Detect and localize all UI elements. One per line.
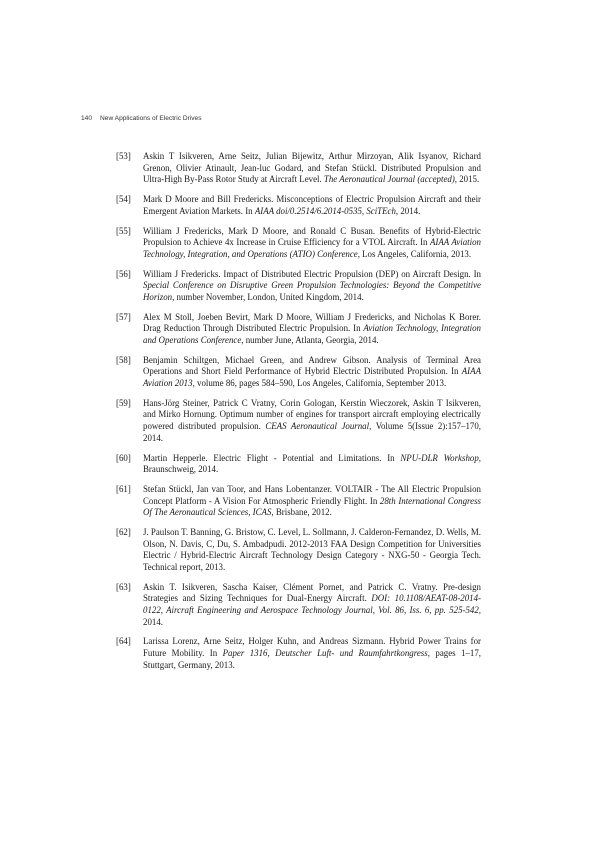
reference-item <box>117 312 481 347</box>
reference-venue: AIAA doi/0.2514/6.2014-0535, SciTEch <box>254 205 396 216</box>
reference-text-segment: Askin T. Isikveren, Sascha Kaiser, Clément Pornet, and Patrick C. Vratny. Pre-design Strategies and Sizing Techniques for Dual-Energy Aircraft. <box>143 581 481 604</box>
reference-text-segment: Martin Hepperle. Electric Flight - Potential and Limitations. In <box>143 452 401 463</box>
reference-text <box>143 527 481 573</box>
reference-item <box>117 269 481 304</box>
reference-list <box>117 151 481 680</box>
reference-text-segment: , 2014. <box>395 205 421 216</box>
reference-text <box>143 312 481 347</box>
reference-text-segment: , volume 86, pages 584–590, Los Angeles, California, September 2013. <box>192 377 447 388</box>
reference-text-segment: William J Fredericks, Mark D Moore, and Ronald C Busan. Benefits of Hybrid-Electric Propulsion to Achieve 4x Increase in Cruise Efficiency for a VTOL Aircraft. In <box>143 225 481 248</box>
reference-text-segment: Mark D Moore and Bill Fredericks. Misconceptions of Electric Propulsion Aircraft and their Emergent Aviation Markets. In <box>143 194 481 216</box>
reference-item <box>117 355 481 390</box>
reference-number: [63] <box>116 581 131 592</box>
reference-number: [53] <box>116 151 131 161</box>
reference-number: [56] <box>116 268 131 279</box>
reference-item <box>117 582 481 628</box>
reference-text <box>143 484 481 519</box>
reference-text <box>143 151 481 186</box>
reference-number: [64] <box>116 636 131 647</box>
reference-text <box>143 582 481 628</box>
reference-number: [61] <box>116 484 131 495</box>
reference-number: [54] <box>116 194 131 205</box>
reference-text <box>143 636 481 671</box>
reference-text <box>143 453 481 476</box>
reference-text-segment: Stefan Stückl, Jan van Toor, and Hans Lobentanzer. VOLTAIR - The All Electric Propulsion Concept Platform - A Vision For Atmospheric Friendly Flight. In <box>143 484 481 506</box>
reference-item <box>117 636 481 671</box>
reference-item <box>117 151 481 186</box>
reference-text-segment: , pages 1–17, Stuttgart, Germany, 2013. <box>143 648 481 670</box>
reference-text-segment: , Brisbane, 2012. <box>271 507 332 518</box>
reference-number: [58] <box>116 354 131 365</box>
reference-text-segment: Larissa Lorenz, Arne Seitz, Holger Kuhn, and Andreas Sizmann. Hybrid Power Trains for Future Mobility. In <box>143 636 481 659</box>
reference-item <box>117 194 481 217</box>
reference-item <box>117 527 481 573</box>
reference-number: [60] <box>116 452 131 463</box>
reference-number: [57] <box>116 311 131 322</box>
reference-text-segment: Benjamin Schiltgen, Michael Green, and Andrew Gibson. Analysis of Terminal Area Operations and Short Field Performance of Hybrid Electric Distributed Propulsion. In <box>143 354 481 377</box>
reference-text-segment: J. Paulson T. Banning, G. Bristow, C. Level, L. Sollmann, J. Calderon-Fernandez, D. Wells, M. Olson, N. Davis, C, Du, S. Ambadpudi. 2012-2013 FAA Design Competition for Universities Electric / Hybrid-Electric Aircraft Technology Design Category - NXG-50 - Georgia Tech. Technical report, 2013. <box>143 527 481 572</box>
page-number: 140 <box>81 115 93 122</box>
reference-text <box>143 269 481 304</box>
reference-venue: 28th International Congress Of The Aeronautical Sciences, ICAS <box>143 495 481 518</box>
reference-venue: Paper 1316, Deutscher Luft- und Raumfahrtkongress <box>222 648 428 659</box>
reference-number: [55] <box>116 225 131 236</box>
reference-text <box>143 398 481 444</box>
reference-venue: Aviation Technology, Integration and Operations Conference <box>143 323 481 345</box>
reference-text-segment: , Los Angeles, California, 2013. <box>357 248 472 259</box>
reference-venue: The Aeronautical Journal (accepted) <box>323 174 455 185</box>
reference-number: [59] <box>116 397 131 408</box>
reference-item <box>117 398 481 444</box>
reference-venue: DOI: 10.1108/AEAT-08-2014-0122, Aircraft Engineering and Aerospace Technology Journal, Vol. 86, Iss. 6, pp. 525-542 <box>143 593 481 615</box>
reference-venue: CEAS Aeronautical Journal <box>265 421 370 432</box>
reference-text-segment: , number June, Atlanta, Georgia, 2014. <box>241 334 379 345</box>
reference-item <box>117 226 481 261</box>
reference-text-segment: Hans-Jörg Steiner, Patrick C Vratny, Corin Gologan, Kerstin Wieczorek, Askin T Isikveren, and Mirko Hornung. Optimum number of engines for transport aircraft employing electrically powered distributed propulsion. <box>143 397 481 432</box>
reference-venue: Special Conference on Disruptive Green Propulsion Technologies: Beyond the Competitive Horizon <box>143 280 481 302</box>
reference-text-segment: , Braunschweig, 2014. <box>143 452 481 475</box>
reference-number: [62] <box>116 527 131 538</box>
reference-text-segment: Askin T Isikveren, Arne Seitz, Julian Bijewitz, Arthur Mirzoyan, Alik Isyanov, Richard Grenon, Olivier Atinault, Jean-luc Godard, and Stefan Stückl. Distributed Propulsion and Ultra-High By-Pass Rotor Study at Aircraft Level. <box>143 151 481 185</box>
running-header <box>81 115 202 122</box>
running-title: New Applications of Electric Drives <box>100 115 202 122</box>
reference-text-segment: , Volume 5(Issue 2):157–170, 2014. <box>143 421 482 443</box>
reference-text-segment: Alex M Stoll, Joeben Bevirt, Mark D Moore, William J Fredericks, and Nicholas K Borer. Drag Reduction Through Distributed Electric Propulsion. In <box>143 311 481 334</box>
reference-text-segment: William J Fredericks. Impact of Distributed Electric Propulsion (DEP) on Aircraft Design. In <box>143 268 481 279</box>
reference-text <box>143 355 481 390</box>
reference-venue: NPU-DLR Workshop <box>400 452 479 463</box>
reference-venue: AIAA Aviation 2013 <box>143 366 481 388</box>
reference-text-segment: , number November, London, United Kingdom, 2014. <box>172 291 364 302</box>
reference-text-segment: , 2014. <box>143 604 481 627</box>
reference-venue: AIAA Aviation Technology, Integration, and Operations (ATIO) Conference <box>143 237 481 259</box>
reference-text <box>143 194 481 217</box>
reference-item <box>117 453 481 476</box>
reference-text-segment: , 2015. <box>454 174 480 185</box>
reference-item <box>117 484 481 519</box>
reference-text <box>143 226 481 261</box>
